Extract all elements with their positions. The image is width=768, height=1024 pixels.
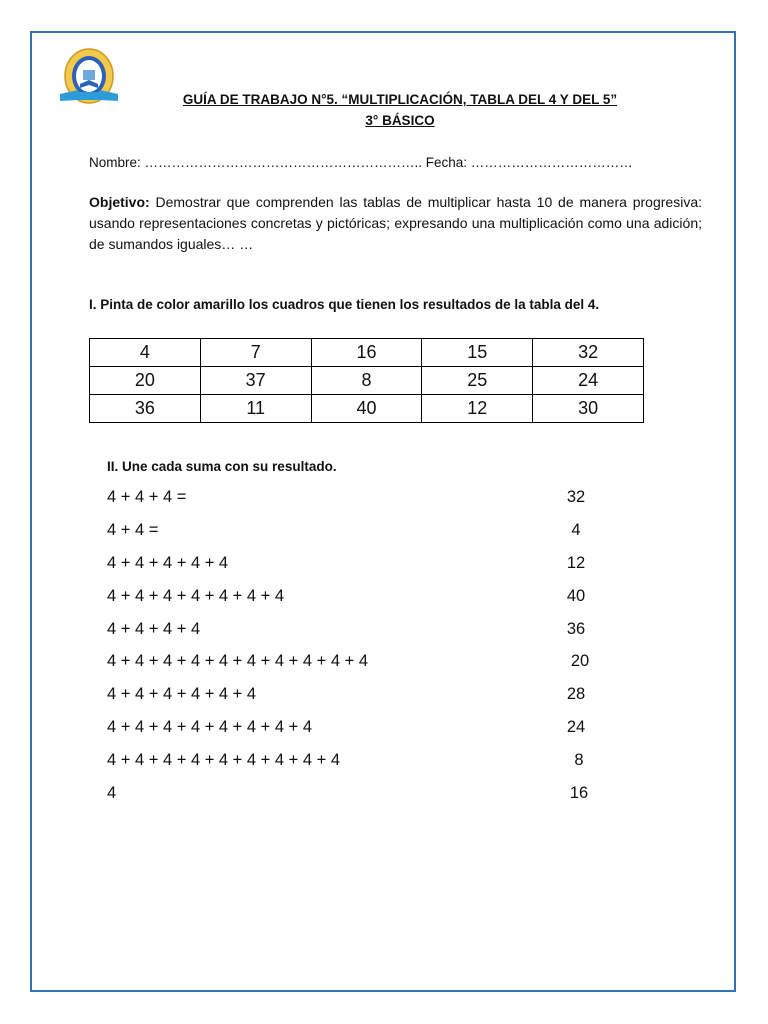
grid-cell[interactable]: 11 xyxy=(200,395,311,423)
result-value[interactable]: 32 xyxy=(566,488,586,506)
sum-expression[interactable]: 4 + 4 + 4 + 4 + 4 + 4 + 4 + 4 + 4 + 4 xyxy=(107,652,369,670)
grid-cell[interactable]: 30 xyxy=(533,395,644,423)
result-value[interactable]: 24 xyxy=(566,718,586,736)
sum-expression[interactable]: 4 + 4 + 4 + 4 + 4 + 4 + 4 + 4 + 4 xyxy=(107,751,341,769)
grid-cell[interactable]: 25 xyxy=(422,367,533,395)
grid-cell[interactable]: 40 xyxy=(311,395,422,423)
result-value[interactable]: 36 xyxy=(566,620,586,638)
name-date-line: Nombre: …………………………………………………….. Fecha: ……………………………… xyxy=(89,155,633,170)
grid-cell[interactable]: 12 xyxy=(422,395,533,423)
page-border xyxy=(30,31,736,992)
objective-label: Objetivo: xyxy=(89,194,150,210)
sum-expression[interactable]: 4 xyxy=(107,784,117,802)
result-value[interactable]: 20 xyxy=(570,652,590,670)
grid-cell[interactable]: 15 xyxy=(422,339,533,367)
section1-instruction: I. Pinta de color amarillo los cuadros que tienen los resultados de la tabla del 4. xyxy=(89,297,600,312)
grid-row xyxy=(90,339,644,367)
sum-expression[interactable]: 4 + 4 + 4 = xyxy=(107,488,187,506)
sum-expression[interactable]: 4 + 4 + 4 + 4 + 4 xyxy=(107,554,229,572)
sum-expression[interactable]: 4 + 4 = xyxy=(107,521,159,539)
sum-expression[interactable]: 4 + 4 + 4 + 4 + 4 + 4 + 4 + 4 xyxy=(107,718,313,736)
school-logo-icon xyxy=(56,46,122,112)
result-value[interactable]: 16 xyxy=(569,784,589,802)
grid-cell[interactable]: 8 xyxy=(311,367,422,395)
section2-instruction: II. Une cada suma con su resultado. xyxy=(107,459,337,474)
grid-cell[interactable]: 4 xyxy=(90,339,201,367)
result-value[interactable]: 4 xyxy=(571,521,581,539)
objective-paragraph xyxy=(89,192,702,255)
sum-expression[interactable]: 4 + 4 + 4 + 4 + 4 + 4 xyxy=(107,685,257,703)
grid-row xyxy=(90,367,644,395)
grid-cell[interactable]: 36 xyxy=(90,395,201,423)
sum-expression[interactable]: 4 + 4 + 4 + 4 + 4 + 4 + 4 xyxy=(107,587,285,605)
result-value[interactable]: 8 xyxy=(574,751,584,769)
grid-cell[interactable]: 24 xyxy=(533,367,644,395)
result-value[interactable]: 40 xyxy=(566,587,586,605)
sum-expression[interactable]: 4 + 4 + 4 + 4 xyxy=(107,620,201,638)
grid-cell[interactable]: 20 xyxy=(90,367,201,395)
grid-cell[interactable]: 32 xyxy=(533,339,644,367)
number-grid xyxy=(89,338,644,423)
grid-cell[interactable]: 16 xyxy=(311,339,422,367)
objective-text: Demostrar que comprenden las tablas de multiplicar hasta 10 de manera progresiva: usando representaciones concretas y pictóricas; expresando una multiplicación como una adición; de sumandos iguales… … xyxy=(89,194,702,252)
grid-cell[interactable]: 37 xyxy=(200,367,311,395)
grid-cell[interactable]: 7 xyxy=(200,339,311,367)
result-value[interactable]: 12 xyxy=(566,554,586,572)
page-title: GUÍA DE TRABAJO N°5. “MULTIPLICACIÓN, TABLA DEL 4 Y DEL 5” xyxy=(182,92,618,107)
grade-subtitle: 3° BÁSICO xyxy=(365,113,435,128)
grid-row xyxy=(90,395,644,423)
result-value[interactable]: 28 xyxy=(566,685,586,703)
